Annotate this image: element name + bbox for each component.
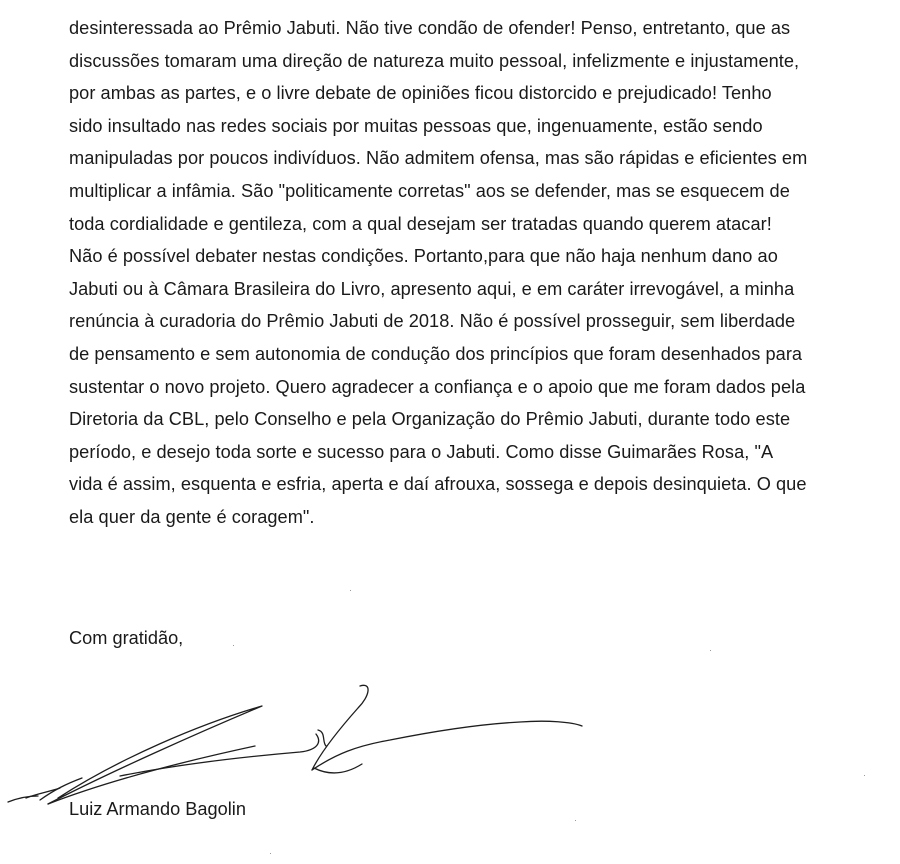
letter-line: multiplicar a infâmia. São "politicamente corretas" aos se defender, mas se esquecem de xyxy=(69,180,790,201)
scan-speck xyxy=(233,645,234,646)
closing-salutation: Com gratidão, xyxy=(69,628,184,648)
letter-line: sido insultado nas redes sociais por muitas pessoas que, ingenuamente, estão sendo xyxy=(69,115,763,136)
letter-line: de pensamento e sem autonomia de condução dos princípios que foram desenhados para xyxy=(69,343,803,364)
signer-name: Luiz Armando Bagolin xyxy=(69,799,246,819)
scan-speck xyxy=(710,650,711,651)
letter-body xyxy=(69,12,889,534)
letter-line: período, e desejo toda sorte e sucesso para o Jabuti. Como disse Guimarães Rosa, "A xyxy=(69,441,774,462)
letter-line: ela quer da gente é coragem". xyxy=(69,506,315,527)
letter-line: toda cordialidade e gentileza, com a qual desejam ser tratadas quando querem atacar! xyxy=(69,213,772,234)
letter-line: Não é possível debater nestas condições. Portanto,para que não haja nenhum dano ao xyxy=(69,246,778,267)
letter-line: por ambas as partes, e o livre debate de opiniões ficou distorcido e prejudicado! Tenho xyxy=(69,83,772,104)
letter-line: renúncia à curadoria do Prêmio Jabuti de 2018. Não é possível prosseguir, sem liberdade xyxy=(69,311,796,332)
letter-line: discussões tomaram uma direção de natureza muito pessoal, infelizmente e injustamente, xyxy=(69,50,800,71)
scan-speck xyxy=(350,590,351,591)
letter-line: vida é assim, esquenta e esfria, aperta e daí afrouxa, sossega e depois desinquieta. O que xyxy=(69,474,807,495)
letter-line: desinteressada ao Prêmio Jabuti. Não tive condão de ofender! Penso, entretanto, que as xyxy=(69,18,791,38)
letter-line: sustentar o novo projeto. Quero agradecer a confiança e o apoio que me foram dados pela xyxy=(69,376,806,397)
letter-line: Jabuti ou à Câmara Brasileira do Livro, apresento aqui, e em caráter irrevogável, a minha xyxy=(69,278,795,299)
letter-line: manipuladas por poucos indivíduos. Não admitem ofensa, mas são rápidas e eficientes em xyxy=(69,148,808,169)
scan-speck xyxy=(864,775,865,776)
letter-line: Diretoria da CBL, pelo Conselho e pela Organização do Prêmio Jabuti, durante todo este xyxy=(69,409,791,430)
scan-speck xyxy=(575,820,576,821)
scan-speck xyxy=(270,853,271,854)
